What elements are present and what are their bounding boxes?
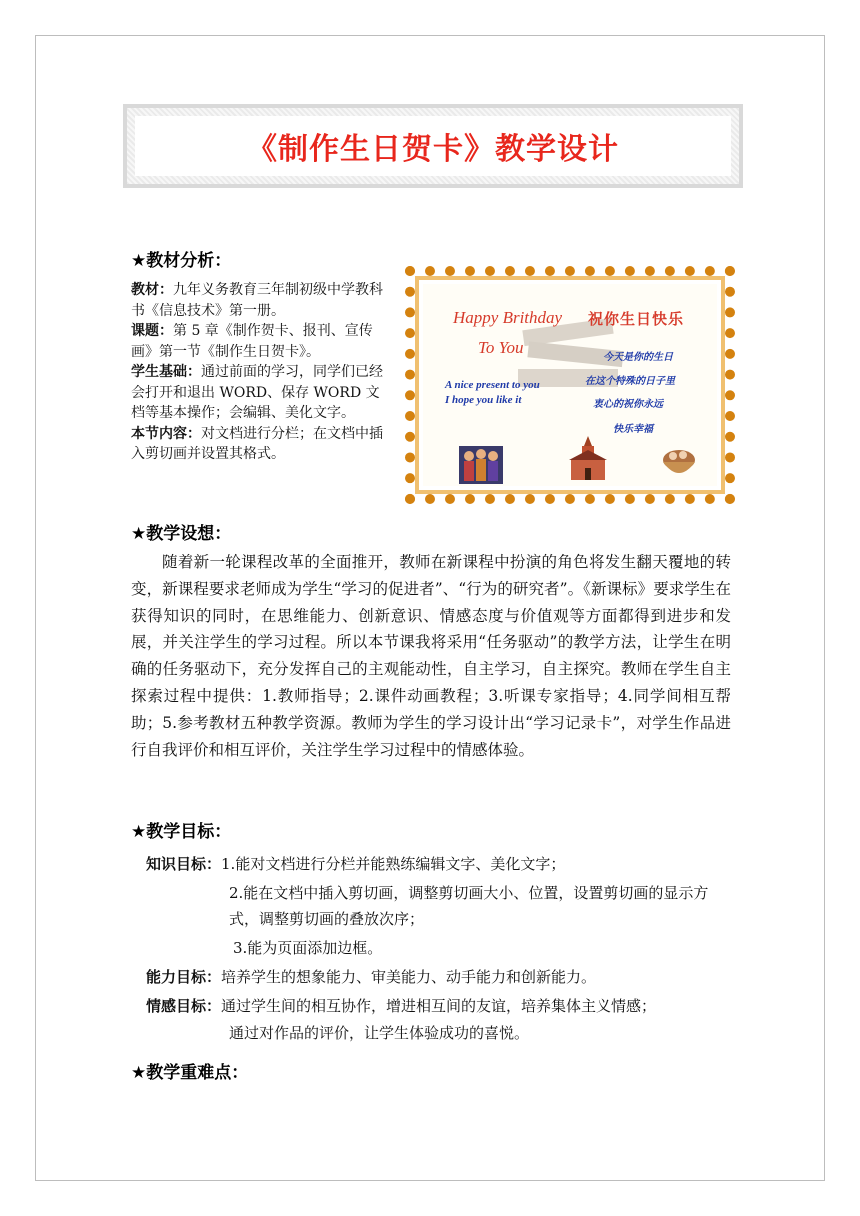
- section-heading-goals: ★教学目标：: [131, 822, 232, 842]
- card-english-message-2: I hope you like it: [445, 394, 522, 406]
- card-english-line-1: Happy Brithday: [453, 308, 563, 327]
- emotion-goal-2: 通过对作品的评价，让学生体验成功的喜悦。: [229, 1024, 530, 1042]
- knowledge-goal-3: 3.能为页面添加边框。: [233, 939, 383, 957]
- card-chinese-message-2: 在这个特殊的日子里: [585, 376, 675, 387]
- card-chinese-message-4: 快乐幸福: [613, 424, 653, 435]
- document-title: 《制作生日贺卡》教学设计: [247, 132, 619, 167]
- emotion-goal-1-text: 通过学生间的相互协作，增进相互间的友谊，培养集体主义情感；: [221, 997, 657, 1015]
- material-label: 教材：: [131, 282, 173, 298]
- basket-clipart-icon: [659, 444, 699, 484]
- analysis-block: [131, 280, 393, 465]
- section-heading-keypoints: ★教学重难点：: [131, 1063, 249, 1083]
- topic-text: 第 5 章《制作贺卡、报刊、宣传画》第一节《制作生日贺卡》。: [131, 323, 373, 360]
- card-inner: [423, 284, 717, 486]
- card-chinese-message-3: 衷心的祝你永远: [593, 399, 663, 410]
- knowledge-goal-1-text: 1.能对文档进行分栏并能熟练编辑文字、美化文字；: [221, 855, 566, 873]
- title-inner: [135, 116, 731, 176]
- basis-label: 学生基础：: [131, 364, 201, 380]
- emotion-goal-1: [146, 993, 746, 1019]
- card-english-message-1: A nice present to you: [445, 379, 540, 391]
- people-clipart-icon: [457, 442, 505, 486]
- knowledge-goal-2: 2.能在文档中插入剪切画，调整剪切画大小、位置，设置剪切画的显示方式，调整剪切画的叠放次序；: [229, 884, 709, 928]
- ability-goal-text: 培养学生的想象能力、审美能力、动手能力和创新能力。: [221, 968, 597, 986]
- basis-paragraph: [131, 362, 393, 424]
- section-heading-idea: ★教学设想：: [131, 524, 232, 544]
- knowledge-goal-1: [146, 851, 746, 877]
- card-chinese-message-1: 今天是你的生日: [603, 352, 673, 363]
- ability-goal: [146, 964, 746, 990]
- basis-text: 通过前面的学习，同学们已经会打开和退出 WORD、保存 WORD 文档等基本操作；会编辑、美化文字。: [131, 364, 383, 421]
- emotion-goal-label: 情感目标：: [146, 997, 222, 1015]
- birthday-card-image: [405, 266, 735, 504]
- topic-label: 课题：: [131, 323, 173, 339]
- content-paragraph: [131, 424, 393, 465]
- title-box: [123, 104, 743, 188]
- church-clipart-icon: [563, 432, 613, 482]
- idea-paragraph: 随着新一轮课程改革的全面推开，教师在新课程中扮演的角色将发生翻天覆地的转变，新课程要求老师成为学生“学习的促进者”、“行为的研究者”。《新课标》要求学生在获得知识的同时，在思维能力、创新意识、情感态度与价值观等方面都得到进步和发展，并关注学生的学习过程。所以本节课我将采用“任务驱动”的教学方法，让学生在明确的任务驱动下，充分发挥自己的主观能动性，自主学习，自主探究。教师在学生自主探索过程中提供：1.教师指导；2.课件动画教程；3.听课专家指导；4.同学间相互帮助；5.参考教材五种教学资源。教师为学生的学习设计出“学习记录卡”，对学生作品进行自我评价和相互评价，关注学生学习过程中的情感体验。: [131, 553, 731, 759]
- card-english-line-2: To You: [478, 338, 524, 357]
- ability-goal-label: 能力目标：: [146, 968, 222, 986]
- material-text: 九年义务教育三年制初级中学教科书《信息技术》第一册。: [131, 282, 383, 319]
- topic-paragraph: [131, 321, 393, 362]
- material-paragraph: [131, 280, 393, 321]
- content-label: 本节内容：: [131, 425, 201, 442]
- section-heading-analysis: ★教材分析：: [131, 251, 232, 271]
- knowledge-goal-label: 知识目标：: [146, 855, 222, 873]
- content-text: 对文档进行分栏；在文档中插入剪切画并设置其格式。: [131, 425, 383, 462]
- card-chinese-title: 祝你生日快乐: [588, 310, 685, 328]
